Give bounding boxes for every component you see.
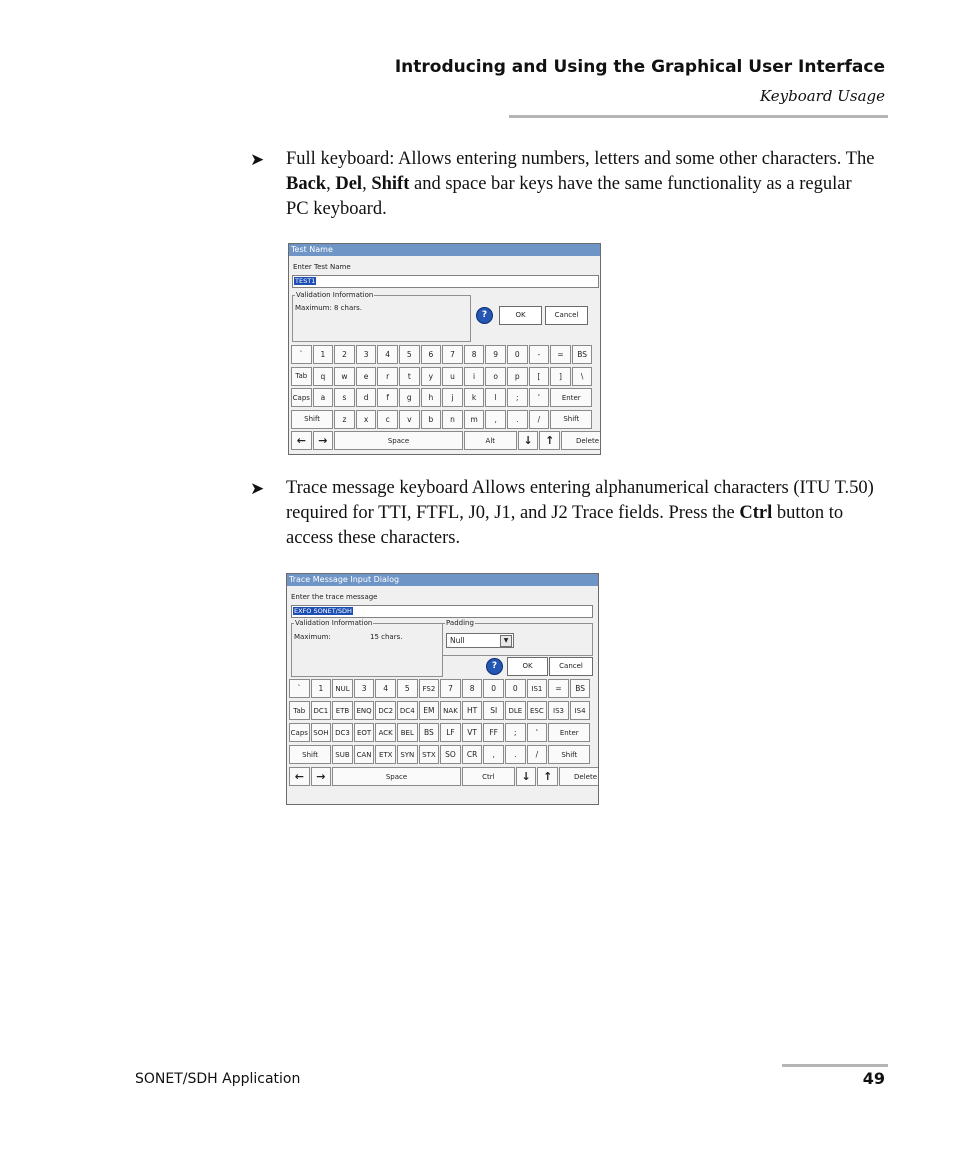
key-symbol[interactable]: / [527, 745, 548, 764]
key-symbol[interactable]: ` [289, 679, 310, 698]
header-rule [509, 115, 888, 118]
footer-rule [782, 1064, 888, 1067]
para1-bold-back: Back [286, 174, 327, 194]
key-enq[interactable]: ENQ [354, 701, 375, 720]
page-number: 49 [862, 1069, 885, 1088]
key-7[interactable]: 7 [442, 345, 463, 364]
key-w[interactable]: w [334, 367, 355, 386]
key-symbol[interactable]: → [313, 431, 334, 450]
key-5[interactable]: 5 [397, 679, 418, 698]
key-cr[interactable]: CR [462, 745, 483, 764]
key-etx[interactable]: ETX [375, 745, 396, 764]
key-symbol[interactable]: . [505, 745, 526, 764]
padding-value: Null [450, 636, 465, 645]
key-delete[interactable]: Delete [559, 767, 599, 786]
validation-info-group [291, 619, 443, 677]
key-dc1[interactable]: DC1 [311, 701, 332, 720]
key-is1[interactable]: IS1 [527, 679, 548, 698]
key-7[interactable]: 7 [440, 679, 461, 698]
key-3[interactable]: 3 [354, 679, 375, 698]
key-symbol[interactable]: \ [572, 367, 593, 386]
bullet-arrow-icon: ➤ [250, 150, 265, 170]
key-symbol[interactable]: ↑ [537, 767, 558, 786]
cancel-button[interactable]: Cancel [549, 657, 593, 676]
key-symbol[interactable]: ] [550, 367, 571, 386]
running-header-title: Introducing and Using the Graphical User Interface [394, 57, 885, 77]
key-u[interactable]: u [442, 367, 463, 386]
validation-legend: Validation Information [296, 291, 374, 299]
key-shift[interactable]: Shift [548, 745, 590, 764]
maximum-label: Maximum: [294, 633, 331, 641]
key-esc[interactable]: ESC [527, 701, 548, 720]
help-icon[interactable]: ? [476, 307, 493, 324]
selected-text: TEST1 [295, 277, 316, 285]
key-4[interactable]: 4 [375, 679, 396, 698]
key-so[interactable]: SO [440, 745, 461, 764]
key-caps[interactable]: Caps [289, 723, 310, 742]
key-h[interactable]: h [421, 388, 442, 407]
key-is4[interactable]: IS4 [570, 701, 591, 720]
key-8[interactable]: 8 [464, 345, 485, 364]
padding-group [442, 619, 593, 656]
footer-doc-title: SONET/SDH Application [135, 1071, 301, 1087]
validation-info-group [292, 291, 471, 342]
padding-select[interactable] [446, 633, 514, 648]
key-bs[interactable]: BS [570, 679, 591, 698]
key-s[interactable]: s [334, 388, 355, 407]
key-d[interactable]: d [356, 388, 377, 407]
paragraph-trace-keyboard [286, 476, 876, 551]
key-tab[interactable]: Tab [291, 367, 312, 386]
key-bs[interactable]: BS [419, 723, 440, 742]
key-stx[interactable]: STX [419, 745, 440, 764]
para1-text-1: Full keyboard: Allows entering numbers, letters and some other characters. The [286, 149, 875, 169]
key-5[interactable]: 5 [399, 345, 420, 364]
key-symbol[interactable]: ↓ [518, 431, 539, 450]
key-can[interactable]: CAN [354, 745, 375, 764]
key-symbol[interactable]: - [529, 345, 550, 364]
prompt-label: Enter Test Name [293, 263, 351, 271]
key-dc4[interactable]: DC4 [397, 701, 418, 720]
para2-text-2: button to access these characters. [286, 503, 844, 548]
bullet-arrow-icon: ➤ [250, 479, 265, 499]
key-tab[interactable]: Tab [289, 701, 310, 720]
key-v[interactable]: v [399, 410, 420, 429]
key-shift[interactable]: Shift [291, 410, 333, 429]
key-symbol[interactable]: = [548, 679, 569, 698]
key-6[interactable]: 6 [421, 345, 442, 364]
trace-message-dialog [286, 573, 599, 805]
key-ht[interactable]: HT [462, 701, 483, 720]
running-header-subtitle: Keyboard Usage [759, 87, 885, 105]
key-etb[interactable]: ETB [332, 701, 353, 720]
key-enter[interactable]: Enter [548, 723, 590, 742]
selected-text: EXFO SONET/SDH [294, 607, 352, 615]
key-fs2[interactable]: FS2 [419, 679, 440, 698]
key-caps[interactable]: Caps [291, 388, 312, 407]
key-r[interactable]: r [377, 367, 398, 386]
key-z[interactable]: z [334, 410, 355, 429]
key-n[interactable]: n [442, 410, 463, 429]
key-is3[interactable]: IS3 [548, 701, 569, 720]
key-0[interactable]: 0 [483, 679, 504, 698]
key-y[interactable]: y [421, 367, 442, 386]
para1-text-2: and space bar keys have the same functionality as a regular PC keyboard. [286, 174, 852, 219]
key-ctrl[interactable]: Ctrl [462, 767, 515, 786]
key-eot[interactable]: EOT [354, 723, 375, 742]
key-symbol[interactable]: [ [529, 367, 550, 386]
maximum-label: Maximum: [295, 304, 332, 312]
key-4[interactable]: 4 [377, 345, 398, 364]
key-c[interactable]: c [377, 410, 398, 429]
key-symbol[interactable]: ' [527, 723, 548, 742]
key-enter[interactable]: Enter [550, 388, 592, 407]
key-symbol[interactable]: ↑ [539, 431, 560, 450]
para2-bold-ctrl: Ctrl [739, 503, 773, 523]
key-vt[interactable]: VT [462, 723, 483, 742]
para1-sep-1: , [326, 174, 336, 194]
validation-legend: Validation Information [295, 619, 373, 627]
key-symbol[interactable]: ← [289, 767, 310, 786]
key-1[interactable]: 1 [311, 679, 332, 698]
key-bs[interactable]: BS [572, 345, 593, 364]
key-symbol[interactable]: / [529, 410, 550, 429]
key-dc3[interactable]: DC3 [332, 723, 353, 742]
key-0[interactable]: 0 [507, 345, 528, 364]
help-icon[interactable]: ? [486, 658, 503, 675]
key-space[interactable]: Space [334, 431, 463, 450]
key-symbol[interactable]: ; [505, 723, 526, 742]
key-9[interactable]: 9 [485, 345, 506, 364]
maximum-value: 8 chars. [334, 304, 363, 312]
key-2[interactable]: 2 [334, 345, 355, 364]
para1-bold-shift: Shift [371, 174, 410, 194]
maximum-value: 15 chars. [370, 633, 403, 641]
key-q[interactable]: q [313, 367, 334, 386]
key-symbol[interactable]: → [311, 767, 332, 786]
key-m[interactable]: m [464, 410, 485, 429]
key-symbol[interactable]: ; [507, 388, 528, 407]
key-1[interactable]: 1 [313, 345, 334, 364]
key-a[interactable]: a [313, 388, 334, 407]
ok-button[interactable]: OK [507, 657, 548, 676]
key-symbol[interactable]: ← [291, 431, 312, 450]
key-ff[interactable]: FF [483, 723, 504, 742]
key-symbol[interactable]: ` [291, 345, 312, 364]
key-0[interactable]: 0 [505, 679, 526, 698]
key-k[interactable]: k [464, 388, 485, 407]
key-syn[interactable]: SYN [397, 745, 418, 764]
padding-legend: Padding [446, 619, 474, 627]
key-x[interactable]: x [356, 410, 377, 429]
key-symbol[interactable]: . [507, 410, 528, 429]
key-nak[interactable]: NAK [440, 701, 461, 720]
key-symbol[interactable]: ' [529, 388, 550, 407]
key-em[interactable]: EM [419, 701, 440, 720]
key-bel[interactable]: BEL [397, 723, 418, 742]
key-p[interactable]: p [507, 367, 528, 386]
para1-sep-2: , [362, 174, 372, 194]
key-symbol[interactable]: , [485, 410, 506, 429]
cancel-button[interactable]: Cancel [545, 306, 588, 325]
key-space[interactable]: Space [332, 767, 461, 786]
prompt-label: Enter the trace message [291, 593, 378, 601]
key-l[interactable]: l [485, 388, 506, 407]
test-name-input[interactable] [292, 275, 599, 288]
key-dc2[interactable]: DC2 [375, 701, 396, 720]
key-symbol[interactable]: , [483, 745, 504, 764]
chevron-down-icon: ▼ [500, 635, 512, 647]
key-symbol[interactable]: ↓ [516, 767, 537, 786]
key-shift[interactable]: Shift [550, 410, 592, 429]
key-b[interactable]: b [421, 410, 442, 429]
key-si[interactable]: SI [483, 701, 504, 720]
key-delete[interactable]: Delete [561, 431, 601, 450]
key-t[interactable]: t [399, 367, 420, 386]
para2-text-1: Trace message keyboard Allows entering alphanumerical characters (ITU T.50) required for TTI, FTFL, J0, J1, and J2 Trace fields. Press the [286, 478, 874, 523]
key-e[interactable]: e [356, 367, 377, 386]
dialog-title-bar: Test Name [289, 244, 600, 256]
key-lf[interactable]: LF [440, 723, 461, 742]
paragraph-full-keyboard [286, 147, 876, 222]
key-ack[interactable]: ACK [375, 723, 396, 742]
key-o[interactable]: o [485, 367, 506, 386]
key-soh[interactable]: SOH [311, 723, 332, 742]
dialog-title-bar: Trace Message Input Dialog [287, 574, 598, 586]
key-dle[interactable]: DLE [505, 701, 526, 720]
key-nul[interactable]: NUL [332, 679, 353, 698]
para1-bold-del: Del [335, 174, 363, 194]
key-j[interactable]: j [442, 388, 463, 407]
key-sub[interactable]: SUB [332, 745, 353, 764]
key-8[interactable]: 8 [462, 679, 483, 698]
test-name-dialog [288, 243, 601, 455]
key-f[interactable]: f [377, 388, 398, 407]
key-shift[interactable]: Shift [289, 745, 331, 764]
key-3[interactable]: 3 [356, 345, 377, 364]
key-g[interactable]: g [399, 388, 420, 407]
ok-button[interactable]: OK [499, 306, 542, 325]
key-i[interactable]: i [464, 367, 485, 386]
key-alt[interactable]: Alt [464, 431, 517, 450]
key-symbol[interactable]: = [550, 345, 571, 364]
trace-message-input[interactable] [291, 605, 593, 618]
